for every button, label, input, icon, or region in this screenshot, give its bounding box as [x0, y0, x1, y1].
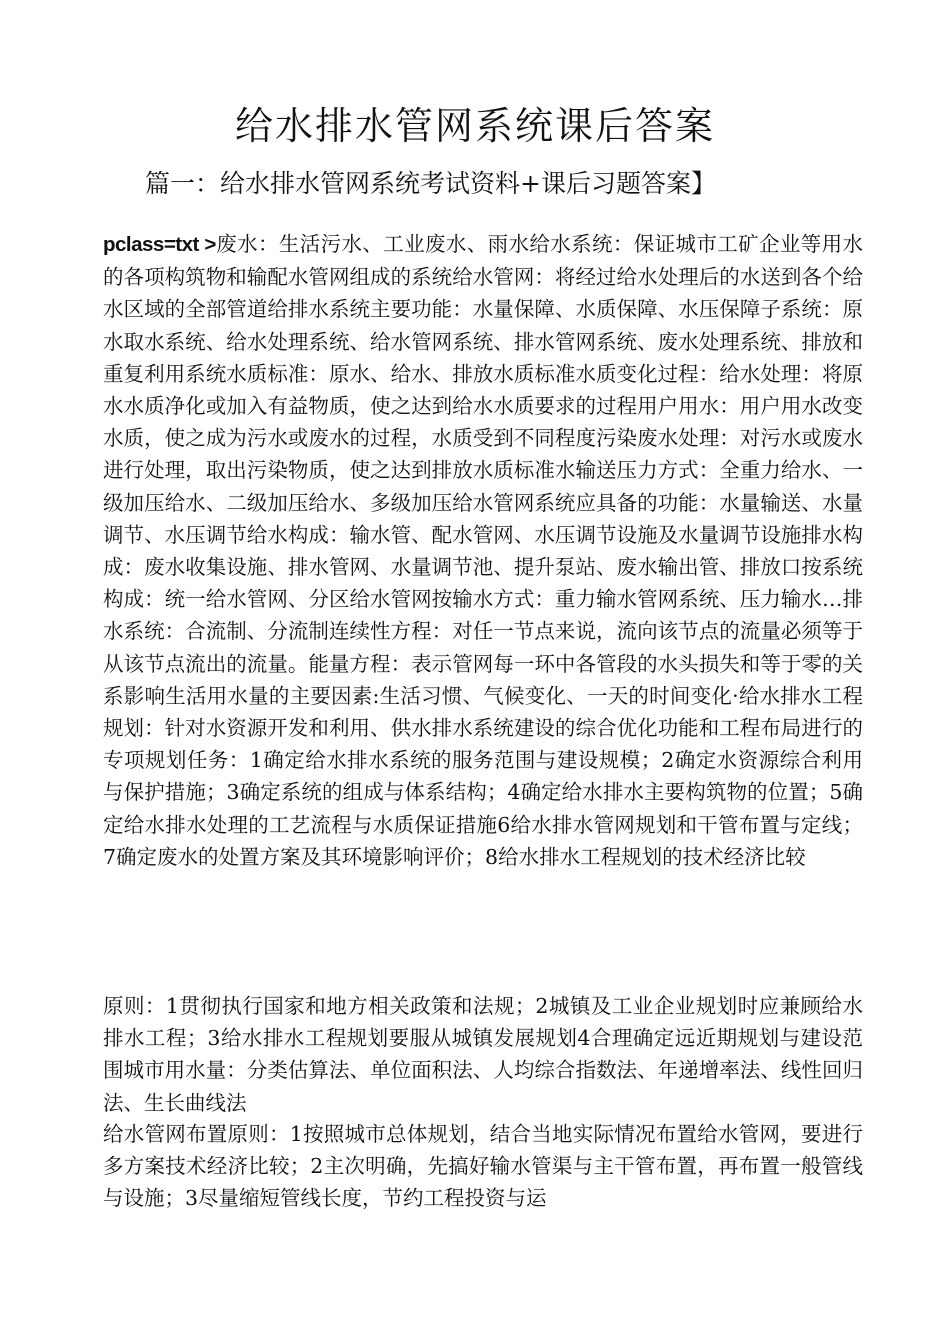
- document-subtitle: 篇一：给水排水管网系统考试资料+课后习题答案】: [145, 169, 716, 198]
- document-title: 给水排水管网系统课后答案: [234, 104, 715, 148]
- body-paragraph-1-text: 废水：生活污水、工业废水、雨水给水系统：保证城市工矿企业等用水的各项构筑物和输配水管网组成的系统给水管网：将经过给水处理后的水送到各个给水区域的全部管道给排水系统主要功能：水量保障、水质保障、水压保障子系统：原水取水系统、给水处理系统、给水管网系统、排水管网系统、废水处理系统、排放和重复利用系统水质标准：原水、给水、排放水质标准水质变化过程：给水处理：将原水水质净化或加入有益物质，使之达到给水水质要求的过程用户用水：用户用水改变水质，使之成为污水或废水的过程，水质受到不同程度污染废水处理：对污水或废水进行处理，取出污染物质，使之达到排放水质标准水输送压力方式：全重力给水、一级加压给水、二级加压给水、多级加压给水管网系统应具备的功能：水量输送、水量调节、水压调节给水构成：输水管、配水管网、水压调节设施及水量调节设施排水构成：废水收集设施、排水管网、水量调节池、提升泵站、废水输出管、排放口按系统构成：统一给水管网、分区给水管网按输水方式：重力输水管网系统、压力输水…排水系统：合流制、分流制连续性方程：对任一节点来说，流向该节点的流量必须等于从该节点流出的流量。能量方程：表示管网每一环中各管段的水头损失和等于零的关系影响生活用水量的主要因素:生活习惯、气候变化、一天的时间变化·给水排水工程规划：针对水资源开发和利用、供水排水系统建设的综合优化功能和工程布局进行的专项规划任务：1确定给水排水系统的服务范围与建设规模；2确定水资源综合利用与保护措施；3确定系统的组成与体系结构；4确定给水排水主要构筑物的位置；5确定给水排水处理的工艺流程与水质保证措施6给水排水管网规划和干管布置与定线；7确定废水的处置方案及其环境影响评价；8给水排水工程规划的技术经济比较: [103, 232, 863, 869]
- body-paragraph-2: 原则：1贯彻执行国家和地方相关政策和法规；2城镇及工业企业规划时应兼顾给水排水工程；3给水排水工程规划要服从城镇发展规划4合理确定远近期规划与建设范围城市用水量：分类估算法、单位面积法、人均综合指数法、年递增率法、线性回归法、生长曲线法: [103, 994, 863, 1115]
- body-paragraph-3: 给水管网布置原则：1按照城市总体规划，结合当地实际情况布置给水管网，要进行多方案技术经济比较；2主次明确，先搞好输水管渠与主干管布置，再布置一般管线与设施；3尽量缩短管线长度，节约工程投资与运: [103, 1122, 863, 1211]
- html-tag-text: pclass=txt >: [103, 233, 216, 256]
- body-paragraph-1: [103, 228, 863, 873]
